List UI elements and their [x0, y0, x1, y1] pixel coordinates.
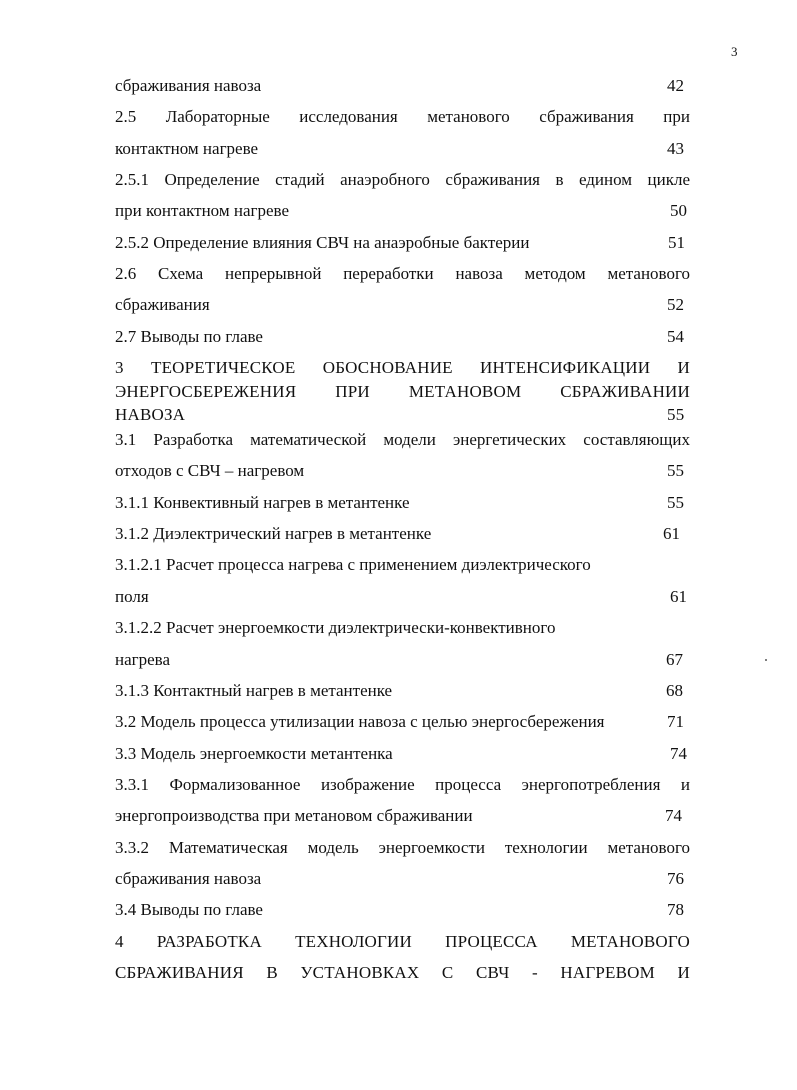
toc-line: СБРАЖИВАНИЯ В УСТАНОВКАХ С СВЧ - НАГРЕВОМ И — [115, 963, 690, 982]
toc-line: сбраживания 52 — [115, 295, 684, 314]
toc-page-number: 42 — [667, 76, 684, 95]
toc-page-number: 74 — [670, 744, 687, 763]
toc-line: 3.3.1 Формализованное изображение процесса энергопотребления и — [115, 775, 690, 794]
toc-line: 3.1.2 Диэлектрический нагрев в метантенке 61 — [115, 524, 680, 543]
toc-line: 2.7 Выводы по главе 54 — [115, 327, 684, 346]
toc-line: 2.5 Лабораторные исследования метанового сбраживания при — [115, 107, 690, 126]
toc-line: 3.1 Разработка математической модели энергетических составляющих — [115, 430, 690, 449]
toc-line: 2.6 Схема непрерывной переработки навоза методом метанового — [115, 264, 690, 283]
toc-line: 4 РАЗРАБОТКА ТЕХНОЛОГИИ ПРОЦЕССА МЕТАНОВОГО — [115, 932, 690, 951]
toc-page-number: 78 — [667, 900, 684, 919]
toc-page-number: 43 — [667, 139, 684, 158]
toc-line: при контактном нагреве 50 — [115, 201, 687, 220]
toc-page-number: 67 — [666, 650, 683, 669]
toc-line: сбраживания навоза 76 — [115, 869, 684, 888]
toc-line: энергопроизводства при метановом сбраживании 74 — [115, 806, 682, 825]
toc-line: 3.1.3 Контактный нагрев в метантенке 68 — [115, 681, 683, 700]
toc-page-number: 76 — [667, 869, 684, 888]
toc-line: 3.1.1 Конвективный нагрев в метантенке 55 — [115, 493, 684, 512]
toc-line: нагрева 67 — [115, 650, 683, 669]
toc-line: 2.5.2 Определение влияния СВЧ на анаэробные бактерии 51 — [115, 233, 685, 252]
toc-line: НАВОЗА 55 — [115, 405, 685, 424]
toc-page-number: 61 — [670, 587, 687, 606]
toc-page-number: 54 — [667, 327, 684, 346]
toc-line: 3.2 Модель процесса утилизации навоза с целью энергосбережения 71 — [115, 712, 684, 731]
toc-page-number: 55 — [667, 493, 684, 512]
toc-page-number: 55 — [667, 405, 685, 424]
toc-line: сбраживания навоза 42 — [115, 76, 684, 95]
toc-line: 3.1.2.1 Расчет процесса нагрева с применением диэлектрического — [115, 555, 591, 574]
toc-line: контактном нагреве 43 — [115, 139, 684, 158]
toc-line: 3.4 Выводы по главе 78 — [115, 900, 684, 919]
toc-page-number: 51 — [668, 233, 685, 252]
toc-page-number: 71 — [667, 712, 684, 731]
toc-line: 2.5.1 Определение стадий анаэробного сбраживания в едином цикле — [115, 170, 690, 189]
toc-line: ЭНЕРГОСБЕРЕЖЕНИЯ ПРИ МЕТАНОВОМ СБРАЖИВАНИИ — [115, 382, 690, 401]
toc-page-number: 61 — [663, 524, 680, 543]
toc-page-number: 50 — [670, 201, 687, 220]
scan-speck — [765, 659, 767, 661]
toc-page-number: 52 — [667, 295, 684, 314]
toc-line: отходов с СВЧ – нагревом 55 — [115, 461, 684, 480]
toc-page-number: 74 — [665, 806, 682, 825]
toc-line: 3.1.2.2 Расчет энергоемкости диэлектрически-конвективного — [115, 618, 556, 637]
page-number: 3 — [731, 44, 738, 59]
toc-line: поля 61 — [115, 587, 687, 606]
toc-page-number: 55 — [667, 461, 684, 480]
toc-line: 3.3 Модель энергоемкости метантенка 74 — [115, 744, 687, 763]
toc-line: 3.3.2 Математическая модель энергоемкости технологии метанового — [115, 838, 690, 857]
toc-page-number: 68 — [666, 681, 683, 700]
toc-line: 3 ТЕОРЕТИЧЕСКОЕ ОБОСНОВАНИЕ ИНТЕНСИФИКАЦИИ И — [115, 358, 690, 377]
